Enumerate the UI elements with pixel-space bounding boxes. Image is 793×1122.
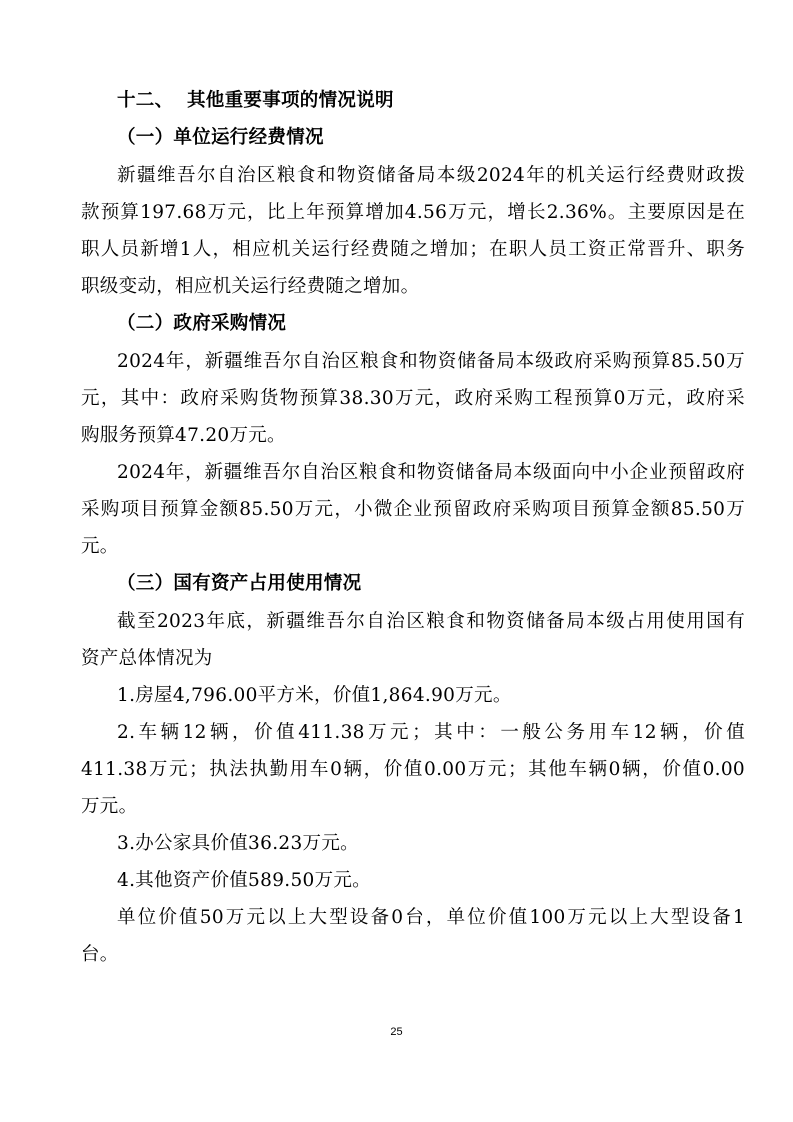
paragraph-line: 新疆维吾尔自治区粮食和物资储备局本级2024年的机关运行经费财政拨 <box>117 165 745 186</box>
paragraph-line: 2024年，新疆维吾尔自治区粮食和物资储备局本级政府采购预算85.50万 <box>117 351 745 372</box>
paragraph-line: 单位价值50万元以上大型设备0台，单位价值100万元以上大型设备1 <box>117 907 745 928</box>
paragraph-line: 台。 <box>81 944 119 965</box>
section-title: 其他重要事项的情况说明 <box>187 90 394 111</box>
paragraph-line: 采购项目预算金额85.50万元，小微企业预留政府采购项目预算金额85.50万 <box>81 499 745 520</box>
list-item-furniture: 3.办公家具价值36.23万元。 <box>117 833 359 854</box>
paragraph-line: 411.38万元；执法执勤用车0辆，价值0.00万元；其他车辆0辆，价值0.00 <box>81 759 745 780</box>
section-number: 十二、 <box>117 90 174 111</box>
paragraph-line: 职人员新增1人，相应机关运行经费随之增加；在职人员工资正常晋升、职务 <box>81 239 745 260</box>
subsection-heading-operating-costs: （一）单位运行经费情况 <box>117 127 324 148</box>
list-item-other-assets: 4.其他资产价值589.50万元。 <box>117 870 371 891</box>
paragraph-line: 万元。 <box>81 796 138 817</box>
page-number: 25 <box>390 1026 403 1038</box>
paragraph-line: 购服务预算47.20万元。 <box>81 425 286 446</box>
paragraph-line: 截至2023年底，新疆维吾尔自治区粮食和物资储备局本级占用使用国有 <box>117 611 745 632</box>
subsection-heading-state-assets: （三）国有资产占用使用情况 <box>117 573 362 594</box>
paragraph-line: 元。 <box>81 536 119 557</box>
paragraph-line: 资产总体情况为 <box>81 648 213 669</box>
paragraph-line: 2024年，新疆维吾尔自治区粮食和物资储备局本级面向中小企业预留政府 <box>117 462 745 483</box>
list-item-housing: 1.房屋4,796.00平方米，价值1,864.90万元。 <box>117 685 512 706</box>
section-heading <box>117 88 394 114</box>
paragraph-line: 元，其中：政府采购货物预算38.30万元，政府采购工程预算0万元，政府采 <box>81 388 745 409</box>
subsection-heading-procurement: （二）政府采购情况 <box>117 313 287 334</box>
list-item-vehicles: 2.车辆12辆，价值411.38万元；其中：一般公务用车12辆，价值 <box>117 722 745 743</box>
paragraph-line: 款预算197.68万元，比上年预算增加4.56万元，增长2.36%。主要原因是在 <box>81 202 745 223</box>
paragraph-line: 职级变动，相应机关运行经费随之增加。 <box>81 276 420 297</box>
